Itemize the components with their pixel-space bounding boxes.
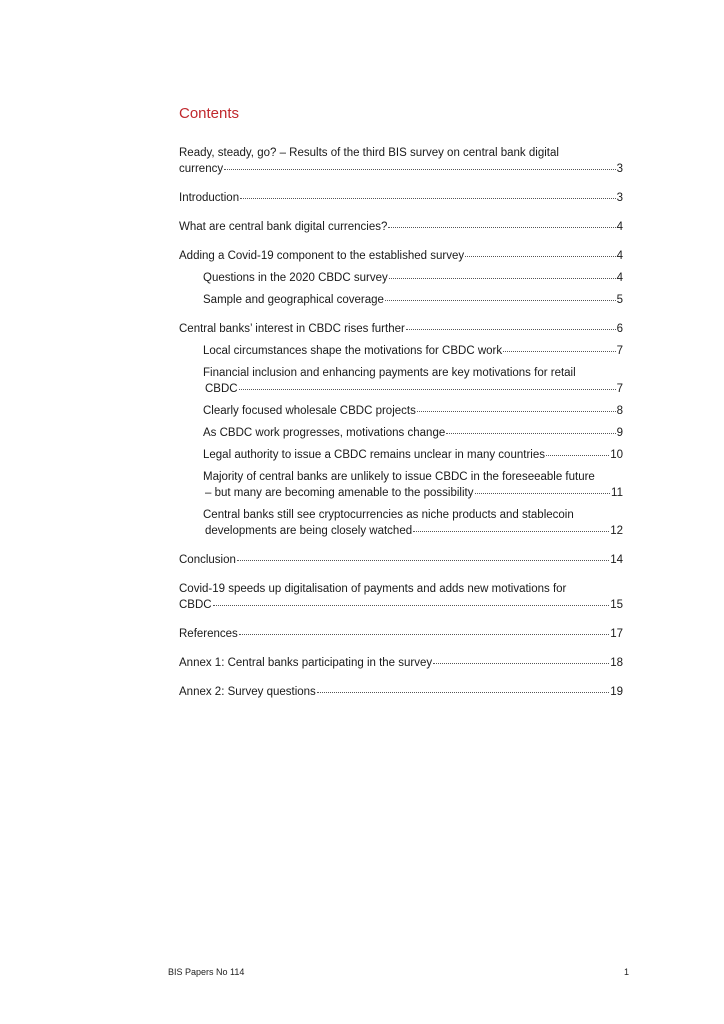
toc-page-number: 7: [616, 383, 623, 395]
toc-entry-title-line1: Financial inclusion and enhancing payments are key motivations for retail: [203, 367, 576, 379]
toc-page-number: 6: [616, 323, 623, 335]
dot-leader: [465, 246, 615, 257]
dot-leader: [239, 624, 609, 635]
toc-entry[interactable]: [179, 248, 623, 264]
toc-entry[interactable]: [179, 145, 623, 177]
toc-subentry[interactable]: [179, 343, 623, 359]
toc-page-number: 10: [610, 449, 623, 461]
toc-entry-title: CBDC: [205, 383, 238, 395]
toc-page-number: 12: [610, 525, 623, 537]
toc-page-number: 3: [616, 192, 623, 204]
toc-entry[interactable]: [179, 581, 623, 613]
toc-page-number: 8: [616, 405, 623, 417]
toc-page-number: 11: [611, 487, 623, 499]
toc-entry-title-line1: Ready, steady, go? – Results of the third BIS survey on central bank digital: [179, 147, 559, 159]
toc-subentry[interactable]: [179, 507, 623, 539]
dot-leader: [389, 268, 616, 279]
toc-entry-title: What are central bank digital currencies?: [179, 221, 388, 233]
toc-entry-title: Central banks’ interest in CBDC rises further: [179, 323, 405, 335]
dot-leader: [433, 653, 609, 664]
table-of-contents: [179, 145, 623, 713]
toc-entry[interactable]: [179, 190, 623, 206]
toc-entry-title-line1: Central banks still see cryptocurrencies as niche products and stablecoin: [203, 509, 574, 521]
dot-leader: [224, 159, 615, 170]
dot-leader: [240, 188, 615, 199]
dot-leader: [503, 341, 615, 352]
toc-entry-title: Questions in the 2020 CBDC survey: [203, 272, 388, 284]
toc-page-number: 7: [616, 345, 623, 357]
toc-entry-title: CBDC: [179, 599, 212, 611]
toc-entry-title: Conclusion: [179, 554, 236, 566]
toc-entry-title: developments are being closely watched: [205, 525, 413, 537]
page-title: Contents: [179, 105, 240, 122]
toc-entry-title: Annex 1: Central banks participating in the survey: [179, 657, 433, 669]
toc-subentry[interactable]: [179, 425, 623, 441]
toc-page-number: 17: [610, 628, 623, 640]
toc-page-number: 9: [616, 427, 623, 439]
toc-page-number: 5: [616, 294, 623, 306]
toc-entry-title: Sample and geographical coverage: [203, 294, 384, 306]
footer-page-number: 1: [624, 967, 630, 977]
toc-entry-title: – but many are becoming amenable to the possibility: [205, 487, 474, 499]
dot-leader: [406, 319, 616, 330]
toc-subentry[interactable]: [179, 365, 623, 397]
dot-leader: [385, 290, 616, 301]
toc-page-number: 15: [610, 599, 623, 611]
toc-entry[interactable]: [179, 321, 623, 337]
toc-page-number: 19: [610, 686, 623, 698]
toc-page-number: 3: [616, 163, 623, 175]
toc-entry-title: Annex 2: Survey questions: [179, 686, 316, 698]
toc-entry-title: Adding a Covid-19 component to the established survey: [179, 250, 465, 262]
toc-entry[interactable]: [179, 552, 623, 568]
dot-leader: [546, 445, 609, 456]
dot-leader: [475, 483, 611, 494]
toc-entry[interactable]: [179, 219, 623, 235]
dot-leader: [446, 423, 615, 434]
dot-leader: [317, 682, 609, 693]
dot-leader: [417, 401, 616, 412]
toc-subentry[interactable]: [179, 292, 623, 308]
toc-page-number: 14: [610, 554, 623, 566]
toc-entry[interactable]: [179, 684, 623, 700]
toc-entry-title: As CBDC work progresses, motivations change: [203, 427, 446, 439]
toc-entry-title: Local circumstances shape the motivations for CBDC work: [203, 345, 503, 357]
toc-page-number: 18: [610, 657, 623, 669]
toc-entry-title-line1: Covid-19 speeds up digitalisation of payments and adds new motivations for: [179, 583, 567, 595]
toc-page-number: 4: [616, 272, 623, 284]
toc-subentry[interactable]: [179, 403, 623, 419]
toc-entry-title: Legal authority to issue a CBDC remains unclear in many countries: [203, 449, 545, 461]
toc-entry[interactable]: [179, 655, 623, 671]
toc-subentry[interactable]: [179, 270, 623, 286]
dot-leader: [413, 521, 609, 532]
toc-entry-title: References: [179, 628, 238, 640]
dot-leader: [388, 217, 615, 228]
footer-publication: BIS Papers No 114: [168, 967, 245, 977]
dot-leader: [213, 595, 610, 606]
toc-subentry[interactable]: [179, 447, 623, 463]
toc-page-number: 4: [616, 250, 623, 262]
toc-entry-title: Clearly focused wholesale CBDC projects: [203, 405, 416, 417]
toc-subentry[interactable]: [179, 469, 623, 501]
dot-leader: [237, 550, 609, 561]
toc-entry[interactable]: [179, 626, 623, 642]
toc-entry-title-line1: Majority of central banks are unlikely to issue CBDC in the foreseeable future: [203, 471, 595, 483]
toc-entry-title: currency: [179, 163, 224, 175]
toc-page-number: 4: [616, 221, 623, 233]
toc-entry-title: Introduction: [179, 192, 240, 204]
dot-leader: [239, 379, 616, 390]
